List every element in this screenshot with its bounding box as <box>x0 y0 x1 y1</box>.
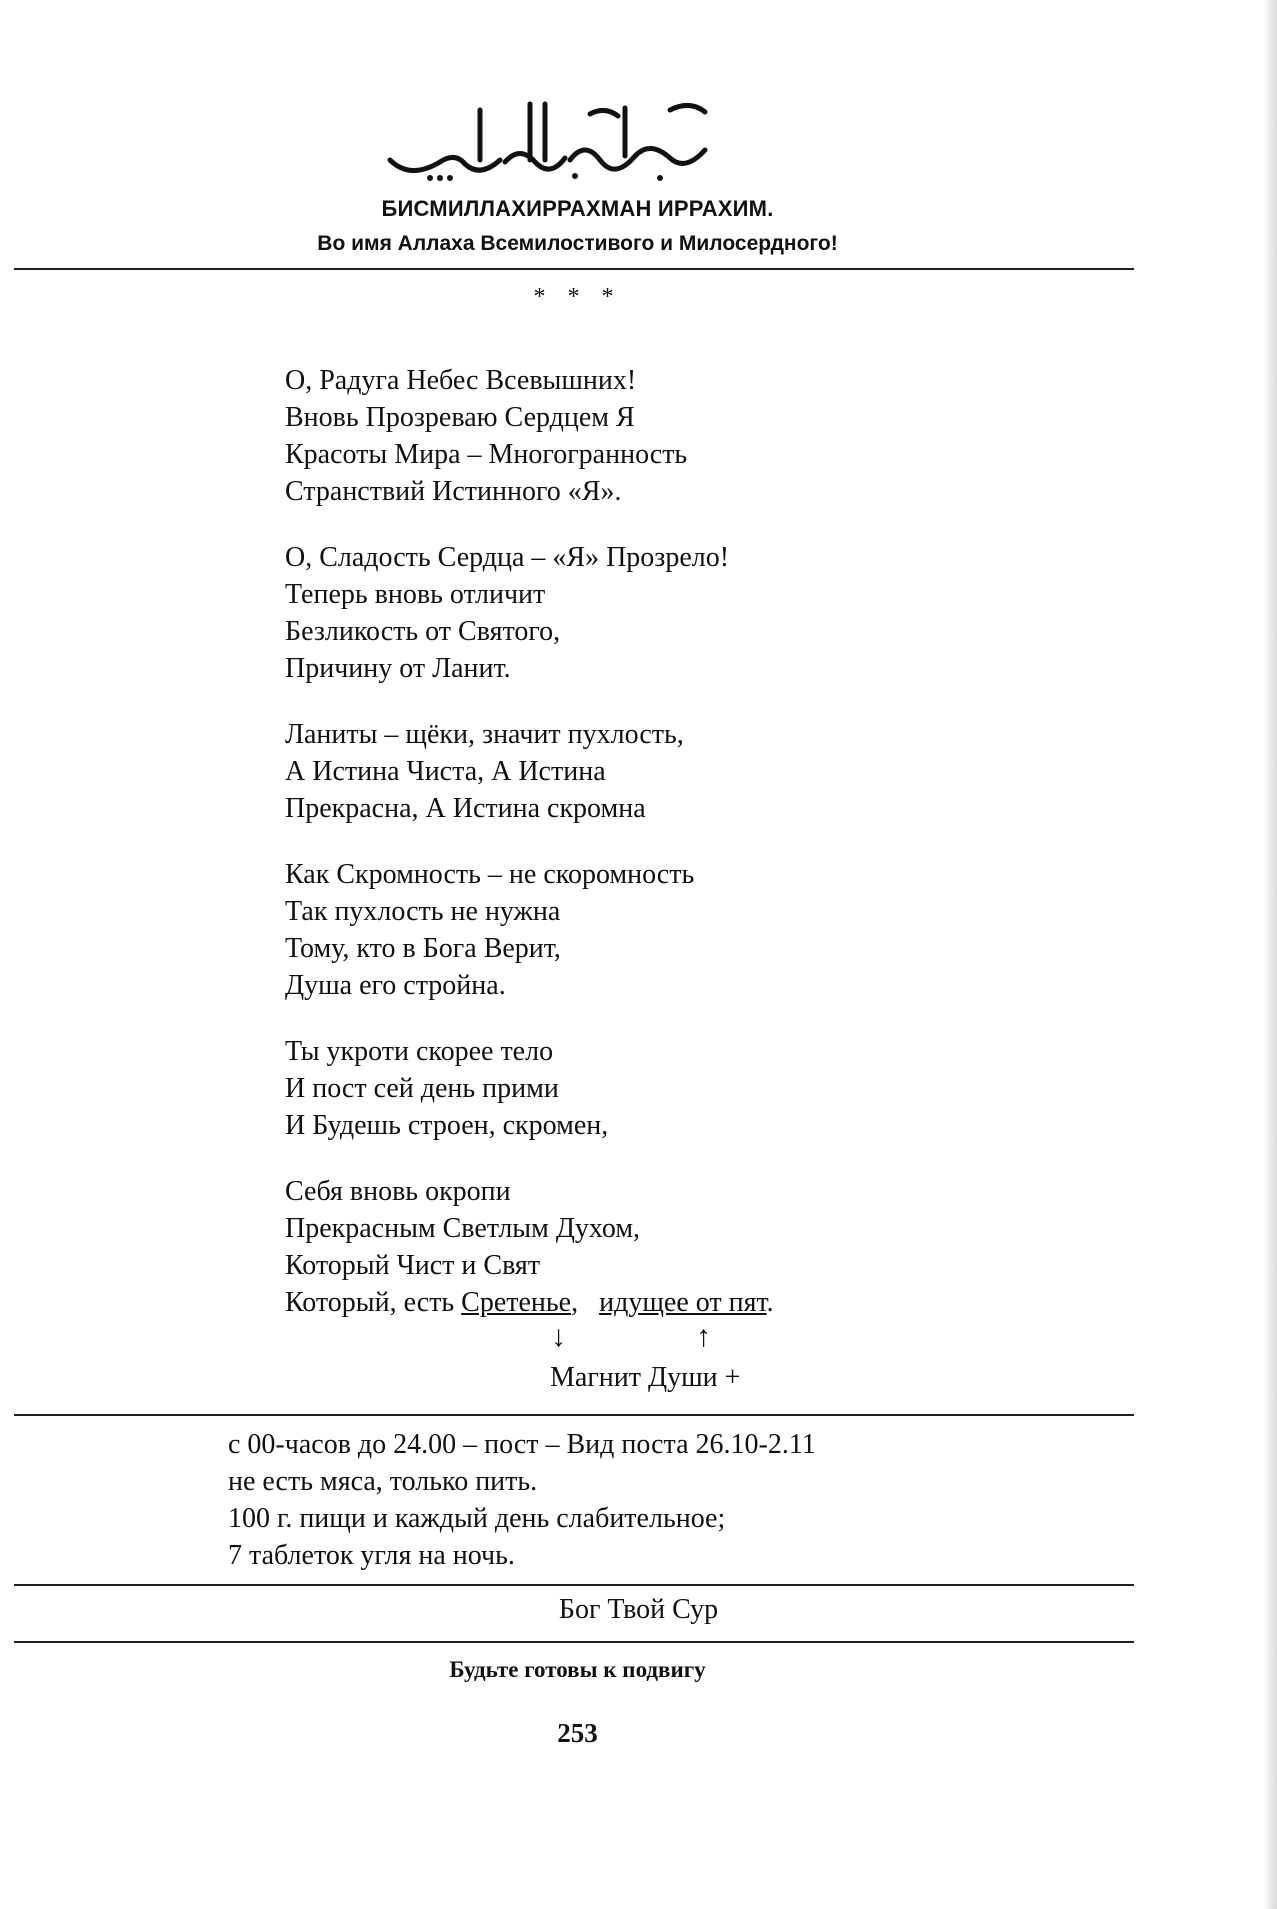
poem-line: И пост сей день прими <box>285 1073 559 1104</box>
page-number: 253 <box>557 1718 598 1748</box>
header-title: БИСМИЛЛАХИРРАХМАН ИРРАХИМ. <box>381 196 774 221</box>
underlined-word-sretenie: Сретенье <box>461 1287 572 1318</box>
header-divider <box>14 268 1134 270</box>
section-separator: * * * <box>533 284 622 310</box>
underlined-phrase-from-heels: идущее от пят <box>599 1287 767 1318</box>
poem-line: И Будешь строен, скромен, <box>285 1110 609 1141</box>
poem-line: А Истина Чиста, А Истина <box>285 756 606 787</box>
note-line: не есть мяса, только пить. <box>228 1466 538 1497</box>
poem-stanza-2 <box>285 539 1005 687</box>
arrow-down-icon: ↓ <box>551 1320 566 1353</box>
footer-motto: Будьте готовы к подвигу <box>449 1657 706 1682</box>
poem-line-prefix: Который, есть <box>285 1287 462 1318</box>
poem-stanza-6 <box>285 1173 1005 1321</box>
poem-line: Причину от Ланит. <box>285 653 511 684</box>
poem-line: Красоты Мира – Многогранность <box>285 439 688 470</box>
poem-line: Прекрасна, А Истина скромна <box>285 793 646 824</box>
poem-line: Себя вновь окропи <box>285 1176 511 1207</box>
poem-line: Душа его стройна. <box>285 970 506 1001</box>
poem-line: О, Сладость Сердца – «Я» Прозрело! <box>285 542 730 573</box>
poem-line: Прекрасным Светлым Духом, <box>285 1213 641 1244</box>
poem-line: Ты укроти скорее тело <box>285 1036 554 1067</box>
poem-stanza-1 <box>285 362 1005 510</box>
header-subtitle: Во имя Аллаха Всемилостивого и Милосердного! <box>317 232 838 255</box>
poem-line: О, Радуга Небес Всевышних! <box>285 365 637 396</box>
signature: Бог Твой Сур <box>558 1594 719 1625</box>
poem <box>285 362 1005 1353</box>
poem-stanza-3 <box>285 716 1005 827</box>
note-line: 7 таблеток угля на ночь. <box>228 1540 515 1571</box>
arrow-up-icon: ↑ <box>696 1320 711 1353</box>
poem-line: Который Чист и Свят <box>285 1250 541 1281</box>
poem-stanza-4 <box>285 856 1005 1004</box>
poem-line: Теперь вновь отличит <box>285 579 546 610</box>
poem-line-end: . <box>766 1287 774 1318</box>
poem-line-separator: , <box>571 1287 600 1318</box>
poem-line: Тому, кто в Бога Верит, <box>285 933 561 964</box>
poem-line: Как Скромность – не скоромность <box>285 859 695 890</box>
footer-divider <box>14 1641 1134 1643</box>
bismillah-calligraphy-icon <box>370 90 730 190</box>
annotation-label: Магнит Души + <box>550 1362 741 1393</box>
fasting-note <box>228 1426 816 1574</box>
poem-line: Странствий Истинного «Я». <box>285 476 622 507</box>
note-top-divider <box>14 1414 1134 1416</box>
poem-line: Вновь Прозреваю Сердцем Я <box>285 402 635 433</box>
signature-top-divider <box>14 1584 1134 1586</box>
poem-line-last <box>285 1284 1005 1321</box>
poem-line: Так пухлость не нужна <box>285 896 561 927</box>
poem-line: Безликость от Святого, <box>285 616 561 647</box>
note-line: с 00-часов до 24.00 – пост – Вид поста 26.10-2.11 <box>228 1429 816 1460</box>
poem-line: Ланиты – щёки, значит пухлость, <box>285 719 684 750</box>
note-line: 100 г. пищи и каждый день слабительное; <box>228 1503 726 1534</box>
poem-stanza-5 <box>285 1033 1005 1144</box>
